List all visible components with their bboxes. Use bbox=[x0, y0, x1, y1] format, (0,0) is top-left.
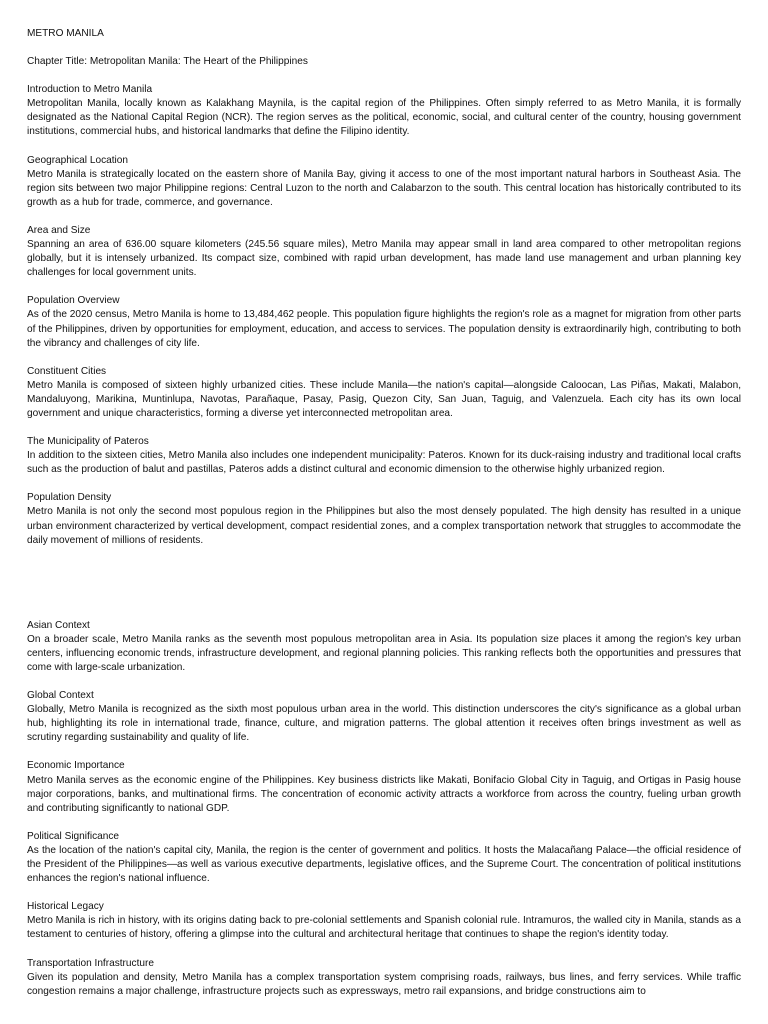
document-page bbox=[27, 27, 741, 1013]
section-geographical-location bbox=[27, 154, 741, 210]
section-body: Metro Manila serves as the economic engine of the Philippines. Key business districts like Makati, Bonifacio Global City in Taguig, and Ortigas in Pasig house major corporations, banks, and multinational firms. The concentration of economic activity attracts a workforce from across the country, fueling urban growth and contributing significantly to national GDP. bbox=[27, 774, 741, 814]
section-heading: Asian Context bbox=[27, 619, 90, 631]
section-historical-legacy bbox=[27, 900, 741, 942]
section-introduction bbox=[27, 83, 741, 139]
section-heading: Political Significance bbox=[27, 830, 120, 842]
section-heading: Constituent Cities bbox=[27, 365, 107, 377]
chapter-title: Chapter Title: Metropolitan Manila: The Heart of the Philippines bbox=[27, 56, 308, 68]
document-title: METRO MANILA bbox=[27, 28, 104, 39]
section-municipality-of-pateros bbox=[27, 435, 741, 477]
section-political-significance bbox=[27, 830, 741, 886]
section-body: Metropolitan Manila, locally known as Kalakhang Maynila, is the capital region of the Philippines. Often simply referred to as Metro Manila, it is formally designated as the National Capital Region (NCR). The region serves as the political, economic, social, and cultural center of the country, housing government institutions, commercial hubs, and historical landmarks that define the Filipino identity. bbox=[27, 98, 741, 138]
section-population-overview bbox=[27, 294, 741, 350]
section-body: Given its population and density, Metro Manila has a complex transportation system comprising roads, railways, bus lines, and ferry services. While traffic congestion remains a major challenge, infrastructure projects such as expressways, metro rail expansions, and bridge constructions aim to bbox=[27, 971, 741, 997]
page-break-gap bbox=[27, 562, 741, 619]
section-heading: Population Density bbox=[27, 492, 112, 504]
section-economic-importance bbox=[27, 759, 741, 815]
section-heading: Global Context bbox=[27, 690, 94, 702]
section-body: Metro Manila is rich in history, with its origins dating back to pre-colonial settlements and Spanish colonial rule. Intramuros, the walled city in Manila, stands as a testament to centuries of history, offering a glimpse into the cultural and architectural heritage that continues to shape the region's identity today. bbox=[27, 915, 741, 941]
section-body: Spanning an area of 636.00 square kilometers (245.56 square miles), Metro Manila may appear small in land area compared to other metropolitan regions globally, but it is intensely urbanized. Its compact size, combined with rapid urban development, has made land use management and urban planning key challenges for local government units. bbox=[27, 239, 741, 279]
section-body: On a broader scale, Metro Manila ranks as the seventh most populous metropolitan area in Asia. Its population size places it among the region's key urban centers, influencing economic trends, infrastructure development, and regional planning policies. This ranking reflects both the opportunities and pressures that come with large-scale urbanization. bbox=[27, 633, 741, 673]
section-body: Metro Manila is strategically located on the eastern shore of Manila Bay, giving it access to one of the most important natural harbors in Southeast Asia. The region sits between two major Philippine regions: Central Luzon to the north and Calabarzon to the south. This central location has historically contributed to its growth as a hub for trade, commerce, and governance. bbox=[27, 168, 741, 208]
section-heading: The Municipality of Pateros bbox=[27, 436, 149, 448]
section-heading: Introduction to Metro Manila bbox=[27, 84, 153, 96]
section-body: Globally, Metro Manila is recognized as the sixth most populous urban area in the world. This distinction underscores the city's significance as a global urban hub, highlighting its role in international trade, finance, culture, and migration patterns. The global attention it receives often brings investment as well as scrutiny regarding sustainability and quality of life. bbox=[27, 704, 741, 744]
section-body: As the location of the nation's capital city, Manila, the region is the center of government and politics. It hosts the Malacañang Palace—the official residence of the President of the Philippines—as well as various executive departments, legislative offices, and the Supreme Court. The concentration of political institutions enhances the region's national influence. bbox=[27, 844, 741, 885]
section-heading: Geographical Location bbox=[27, 154, 129, 166]
section-heading: Historical Legacy bbox=[27, 901, 104, 913]
section-global-context bbox=[27, 689, 741, 745]
section-body: Metro Manila is composed of sixteen highly urbanized cities. These include Manila—the nation's capital—alongside Caloocan, Las Piñas, Makati, Malabon, Mandaluyong, Marikina, Muntinlupa, Navotas, Parañaque, Pasay, Pasig, Quezon City, San Juan, Taguig, and Valenzuela. Each city has its own local government and unique characteristics, forming a diverse yet interconnected metropolitan area. bbox=[27, 379, 741, 419]
section-population-density bbox=[27, 491, 741, 547]
section-heading: Area and Size bbox=[27, 224, 91, 236]
section-area-and-size bbox=[27, 224, 741, 280]
section-body: In addition to the sixteen cities, Metro Manila also includes one independent municipality: Pateros. Known for its duck-raising industry and traditional local crafts such as the production of balut and pastillas, Pateros adds a distinct cultural and economic dimension to the otherwise highly urbanized region. bbox=[27, 450, 741, 476]
section-transportation-infrastructure bbox=[27, 957, 741, 999]
section-body: As of the 2020 census, Metro Manila is home to 13,484,462 people. This population figure highlights the region's role as a magnet for migration from other parts of the Philippines, driven by opportunities for employment, education, and access to services. The population density is extraordinarily high, contributing to both the vibrancy and challenges of city life. bbox=[27, 309, 741, 349]
section-heading: Economic Importance bbox=[27, 760, 125, 772]
section-heading: Population Overview bbox=[27, 295, 120, 307]
section-asian-context bbox=[27, 619, 741, 675]
section-constituent-cities bbox=[27, 365, 741, 421]
section-heading: Transportation Infrastructure bbox=[27, 957, 154, 969]
section-body: Metro Manila is not only the second most populous region in the Philippines but also the most densely populated. The high density has resulted in a unique urban environment characterized by vertical development, compact residential zones, and a complex transportation network that struggles to accommodate the daily movement of millions of residents. bbox=[27, 506, 741, 546]
